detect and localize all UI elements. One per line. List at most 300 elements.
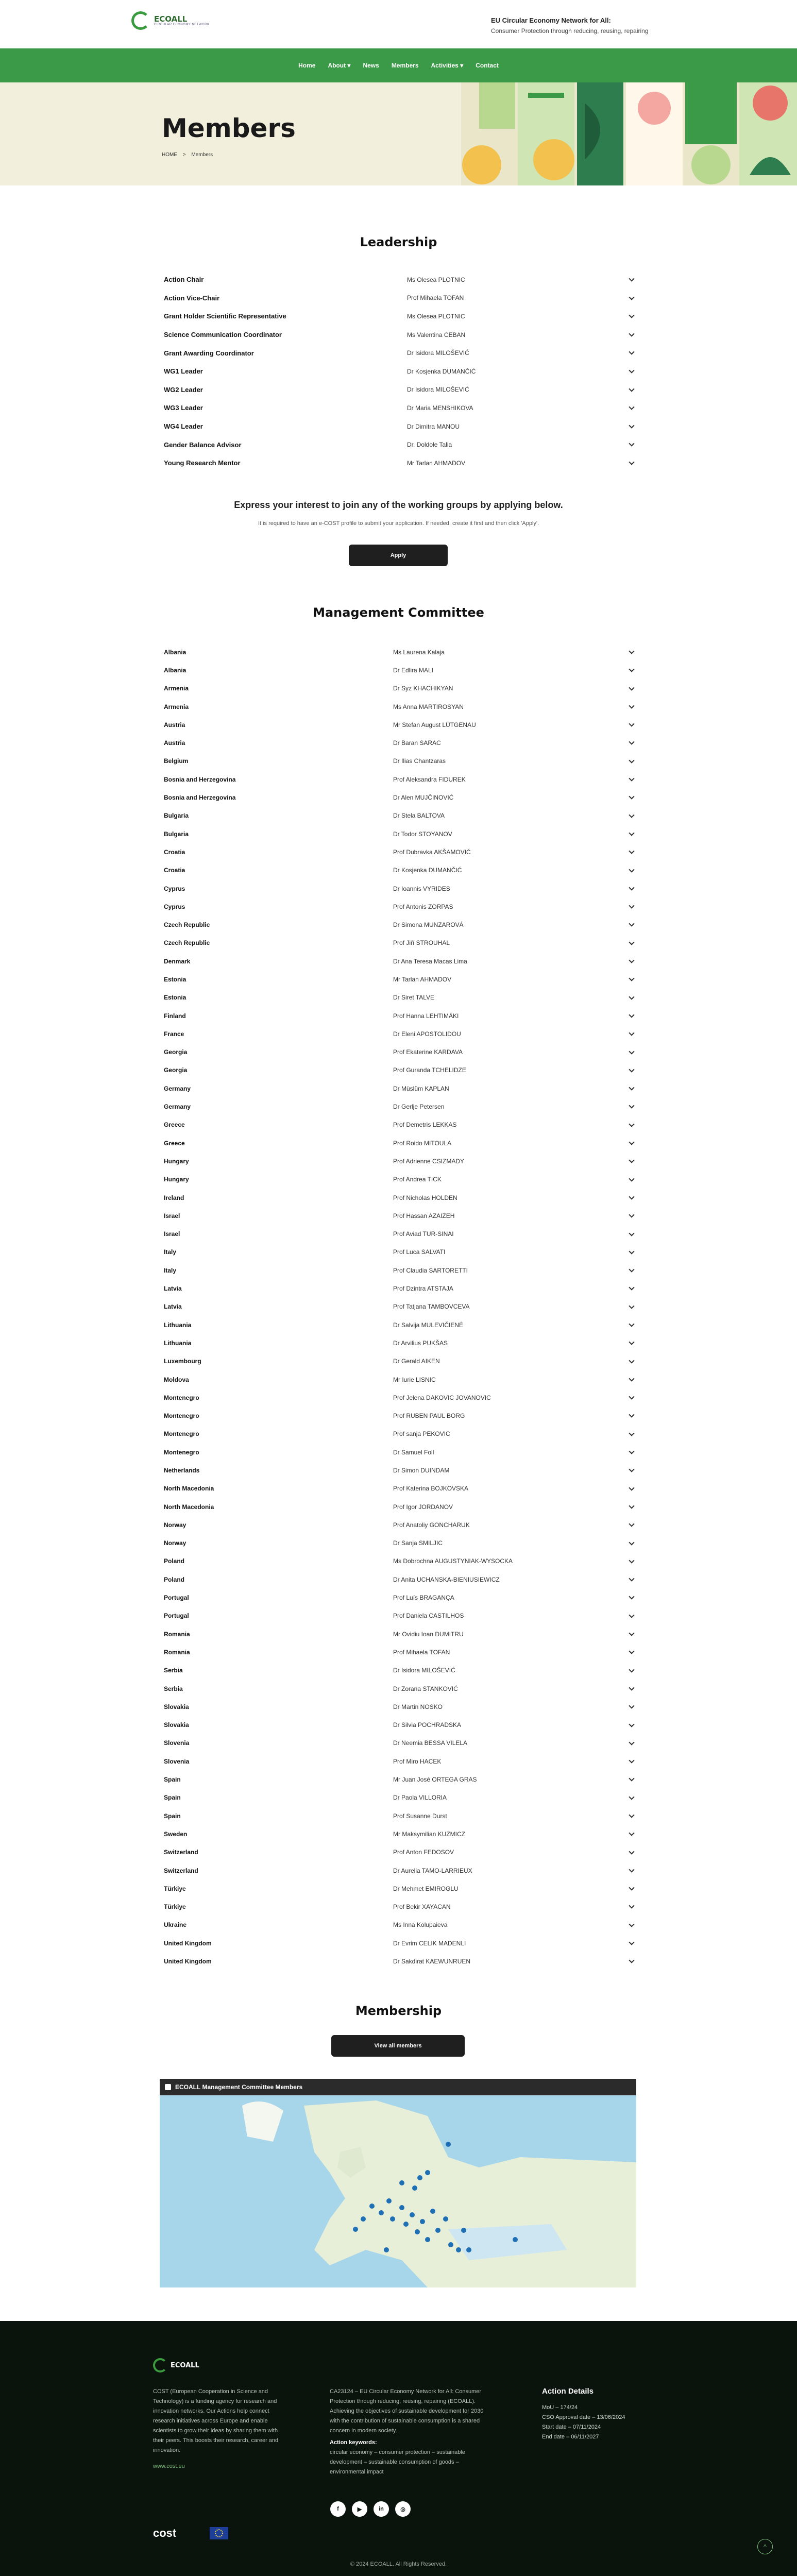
mc-row[interactable] <box>164 807 634 825</box>
mc-row[interactable] <box>164 1534 634 1552</box>
nav-about[interactable]: About ▾ <box>328 62 351 69</box>
mc-person: Dr Sakdirat KAEWUNRUEN <box>393 1958 471 1965</box>
mc-person: Prof Antonis ZORPAS <box>393 903 453 910</box>
chevron-down-icon[interactable] <box>629 367 634 373</box>
footer-detail-start: Start date – 07/11/2024 <box>542 2424 601 2430</box>
footer-cost-link[interactable]: www.cost.eu <box>153 2463 185 2469</box>
mc-row[interactable] <box>164 1662 634 1680</box>
chevron-down-icon[interactable] <box>629 1321 634 1327</box>
mc-row[interactable] <box>164 1352 634 1370</box>
mc-person: Dr Neemia BESSA VILELA <box>393 1739 468 1747</box>
mc-person: Prof Hanna LEHTIMÄKI <box>393 1012 459 1020</box>
mc-row[interactable] <box>164 1879 634 1897</box>
mc-row[interactable] <box>164 989 634 1007</box>
view-all-members-button[interactable]: View all members <box>331 2035 465 2057</box>
leadership-row[interactable] <box>164 417 634 436</box>
footer-action-details <box>542 2387 645 2442</box>
chevron-down-icon[interactable] <box>629 1812 634 1818</box>
logo-icon <box>131 11 150 30</box>
chevron-down-icon[interactable] <box>629 1212 634 1218</box>
chevron-down-icon[interactable] <box>629 331 634 336</box>
cta-note: It is required to have an e-COST profile to submit your application. If needed, create it first and then click 'Apply'. <box>258 520 539 527</box>
mc-role: Israel <box>164 1230 180 1238</box>
main-nav <box>0 48 797 82</box>
mc-role: Serbia <box>164 1667 183 1674</box>
chevron-down-icon[interactable] <box>629 1958 634 1963</box>
chevron-down-icon[interactable] <box>629 648 634 654</box>
mc-role: Greece <box>164 1139 185 1147</box>
chevron-down-icon[interactable] <box>629 903 634 908</box>
mc-role: United Kingdom <box>164 1958 212 1965</box>
mc-role: Slovakia <box>164 1703 189 1710</box>
mc-row[interactable] <box>164 1116 634 1134</box>
mc-row[interactable] <box>164 1498 634 1516</box>
mc-person: Dr Stela BALTOVA <box>393 812 445 820</box>
chevron-down-icon[interactable] <box>629 1358 634 1363</box>
mc-role: Romania <box>164 1630 190 1638</box>
chevron-down-icon[interactable] <box>629 1084 634 1090</box>
mc-row[interactable] <box>164 770 634 788</box>
mc-row[interactable] <box>164 1134 634 1152</box>
mc-row[interactable] <box>164 716 634 734</box>
chevron-down-icon[interactable] <box>629 867 634 872</box>
chevron-down-icon[interactable] <box>629 1048 634 1054</box>
mc-row[interactable] <box>164 1261 634 1279</box>
footer-keywords-title: Action keywords: <box>330 2439 377 2446</box>
mc-row[interactable] <box>164 643 634 661</box>
instagram-icon[interactable]: ◎ <box>395 2501 411 2517</box>
mc-person: Dr Samuel Foll <box>393 1448 434 1456</box>
chevron-down-icon[interactable] <box>629 775 634 781</box>
chevron-down-icon[interactable] <box>629 739 634 745</box>
mc-person: Ms Anna MARTIROSYAN <box>393 703 464 710</box>
mc-row[interactable] <box>164 1716 634 1734</box>
mc-role: North Macedonia <box>164 1485 214 1493</box>
chevron-down-icon[interactable] <box>629 1612 634 1618</box>
mc-person: Dr Todor STOYANOV <box>393 830 452 838</box>
chevron-down-icon[interactable] <box>629 1903 634 1909</box>
mc-row[interactable] <box>164 897 634 916</box>
chevron-down-icon[interactable] <box>629 1103 634 1109</box>
mc-row[interactable] <box>164 752 634 770</box>
mc-row[interactable] <box>164 1770 634 1788</box>
chevron-down-icon[interactable] <box>629 703 634 708</box>
mc-row[interactable] <box>164 1079 634 1097</box>
chevron-down-icon[interactable] <box>629 794 634 800</box>
mc-person: Dr Gerlje Petersen <box>393 1103 445 1111</box>
chevron-down-icon[interactable] <box>629 757 634 763</box>
mc-list <box>164 643 634 1971</box>
mc-row[interactable] <box>164 1225 634 1243</box>
chevron-down-icon[interactable] <box>629 1557 634 1563</box>
mc-row[interactable] <box>164 1807 634 1825</box>
leadership-row[interactable] <box>164 362 634 381</box>
chevron-down-icon[interactable] <box>629 1430 634 1436</box>
chevron-down-icon[interactable] <box>629 1394 634 1400</box>
leadership-role: Action Vice-Chair <box>164 294 220 302</box>
chevron-down-icon[interactable] <box>629 1867 634 1872</box>
facebook-icon[interactable]: f <box>330 2501 346 2517</box>
mc-person: Prof sanja PEKOVIC <box>393 1430 450 1438</box>
mc-role: Hungary <box>164 1176 189 1183</box>
mc-role: Lithuania <box>164 1321 192 1329</box>
chevron-down-icon[interactable] <box>629 1521 634 1527</box>
mc-role: Croatia <box>164 867 185 874</box>
mc-row[interactable] <box>164 952 634 970</box>
mc-role: Georgia <box>164 1066 188 1074</box>
mc-person: Mr Iurie LISNIC <box>393 1376 436 1383</box>
mc-row[interactable] <box>164 1861 634 1879</box>
chevron-down-icon[interactable] <box>629 294 634 300</box>
chevron-down-icon[interactable] <box>629 1030 634 1036</box>
chevron-down-icon[interactable] <box>629 441 634 447</box>
mc-row[interactable] <box>164 1789 634 1807</box>
leadership-row[interactable] <box>164 435 634 454</box>
leadership-row[interactable] <box>164 381 634 399</box>
mc-row[interactable] <box>164 1189 634 1207</box>
mc-row[interactable] <box>164 1952 634 1970</box>
mc-role: United Kingdom <box>164 1939 212 1947</box>
chevron-down-icon[interactable] <box>629 1757 634 1763</box>
mc-row[interactable] <box>164 1025 634 1043</box>
leadership-person: Ms Olesea PLOTNIC <box>407 312 465 320</box>
chevron-down-icon[interactable] <box>629 885 634 890</box>
map-canvas[interactable] <box>160 2095 636 2287</box>
mc-role: Slovakia <box>164 1721 189 1729</box>
chevron-down-icon[interactable] <box>629 349 634 355</box>
mc-row[interactable] <box>164 1171 634 1189</box>
chevron-down-icon[interactable] <box>629 721 634 727</box>
mc-row[interactable] <box>164 1007 634 1025</box>
mc-person: Prof Katerina BOJKOVSKA <box>393 1485 469 1493</box>
mc-row[interactable] <box>164 1243 634 1261</box>
mc-row[interactable] <box>164 1734 634 1752</box>
mc-row[interactable] <box>164 698 634 716</box>
mc-role: Latvia <box>164 1285 182 1293</box>
chevron-down-icon[interactable] <box>629 1066 634 1072</box>
chevron-down-icon[interactable] <box>629 1849 634 1854</box>
site-logo[interactable] <box>131 11 210 30</box>
mc-role: Hungary <box>164 1157 189 1165</box>
footer-about-text: COST (European Cooperation in Science and Technology) is a funding agency for research and innovation networks. Our Actions help connect research initiatives across Europe and enable scientists to grow their ideas by sharing them with their peers. This boosts their research, career and innovation. <box>153 2388 279 2453</box>
leadership-row[interactable] <box>164 307 634 326</box>
apply-button[interactable]: Apply <box>349 545 448 566</box>
mc-row[interactable] <box>164 734 634 752</box>
mc-role: Italy <box>164 1266 177 1274</box>
mc-role: Estonia <box>164 994 186 1002</box>
nav-home[interactable]: Home <box>298 62 316 69</box>
mc-role: Türkiye <box>164 1885 186 1892</box>
leadership-row[interactable] <box>164 270 634 289</box>
mc-role: Denmark <box>164 957 191 965</box>
mc-person: Prof Bekir XAYACAN <box>393 1903 451 1911</box>
mc-row[interactable] <box>164 843 634 861</box>
leadership-row[interactable] <box>164 344 634 362</box>
copyright: © 2024 ECOALL. All Rights Reserved. <box>350 2561 447 2567</box>
mc-row[interactable] <box>164 1425 634 1443</box>
mc-row[interactable] <box>164 1152 634 1170</box>
chevron-down-icon[interactable] <box>629 386 634 392</box>
mc-row[interactable] <box>164 1316 634 1334</box>
mc-role: Portugal <box>164 1594 189 1602</box>
mc-person: Prof Susanne Durst <box>393 1812 447 1820</box>
leadership-role: Action Chair <box>164 276 204 284</box>
mc-role: Norway <box>164 1539 186 1547</box>
mc-row[interactable] <box>164 1207 634 1225</box>
breadcrumb-separator-icon: > <box>182 152 186 158</box>
mc-row[interactable] <box>164 1588 634 1606</box>
mc-role: Spain <box>164 1794 181 1802</box>
mc-person: Prof Dzintra ATSTAJA <box>393 1285 453 1293</box>
chevron-down-icon[interactable] <box>629 1012 634 1018</box>
leadership-person: Ms Valentina CEBAN <box>407 331 466 338</box>
leadership-list <box>164 270 634 472</box>
chevron-down-icon[interactable] <box>629 313 634 318</box>
chevron-down-icon[interactable] <box>629 1467 634 1472</box>
mc-row[interactable] <box>164 1388 634 1406</box>
mc-person: Mr Juan José ORTEGA GRAS <box>393 1776 477 1784</box>
mc-role: Slovenia <box>164 1739 190 1747</box>
mc-row[interactable] <box>164 1570 634 1588</box>
logo-text: ECOALL <box>154 14 188 24</box>
mc-row[interactable] <box>164 1680 634 1698</box>
mc-row[interactable] <box>164 916 634 934</box>
mc-role: Bulgaria <box>164 812 189 820</box>
mc-person: Prof Roido MITOULA <box>393 1139 452 1147</box>
chevron-down-icon[interactable] <box>629 1575 634 1581</box>
chevron-down-icon[interactable] <box>629 1921 634 1927</box>
leadership-title: Leadership <box>360 235 437 249</box>
chevron-down-icon[interactable] <box>629 1176 634 1181</box>
mc-row[interactable] <box>164 1516 634 1534</box>
chevron-down-icon[interactable] <box>629 685 634 690</box>
mc-row[interactable] <box>164 1370 634 1388</box>
members-map[interactable] <box>160 2079 636 2287</box>
mc-person: Prof Tatjana TAMBOVCEVA <box>393 1303 470 1311</box>
mc-row[interactable] <box>164 788 634 806</box>
mc-row[interactable] <box>164 1825 634 1843</box>
mc-person: Prof Anatoliy GONCHARUK <box>393 1521 470 1529</box>
mc-person: Dr Martin NOSKO <box>393 1703 443 1710</box>
mc-person: Ms Dobrochna AUGUSTYNIAK-WYSOCKA <box>393 1557 513 1565</box>
linkedin-icon[interactable]: in <box>374 2501 389 2517</box>
chevron-down-icon[interactable] <box>629 1194 634 1199</box>
mc-row[interactable] <box>164 879 634 897</box>
chevron-down-icon[interactable] <box>629 1303 634 1309</box>
mc-role: Belgium <box>164 757 189 765</box>
mc-role: Croatia <box>164 848 185 856</box>
chevron-down-icon[interactable] <box>629 1703 634 1709</box>
leadership-row[interactable] <box>164 289 634 308</box>
mc-row[interactable] <box>164 1406 634 1425</box>
chevron-down-icon[interactable] <box>629 1939 634 1945</box>
chevron-down-icon[interactable] <box>629 957 634 963</box>
leadership-row[interactable] <box>164 326 634 344</box>
mc-person: Dr Müslüm KAPLAN <box>393 1084 449 1092</box>
mc-person: Dr Edlira MALI <box>393 666 434 674</box>
mc-row[interactable] <box>164 1625 634 1643</box>
leadership-role: WG4 Leader <box>164 422 203 431</box>
tagline-title: EU Circular Economy Network for All: <box>491 16 611 24</box>
mc-person: Prof Luca SALVATI <box>393 1248 446 1256</box>
chevron-down-icon[interactable] <box>629 1376 634 1381</box>
chevron-down-icon[interactable] <box>629 1158 634 1163</box>
breadcrumb-home[interactable]: HOME <box>162 152 177 158</box>
mc-role: Sweden <box>164 1830 188 1838</box>
mc-row[interactable] <box>164 1298 634 1316</box>
mc-row[interactable] <box>164 1897 634 1916</box>
chevron-down-icon[interactable] <box>629 1721 634 1727</box>
mc-role: North Macedonia <box>164 1503 214 1511</box>
chevron-down-icon[interactable] <box>629 976 634 981</box>
page-hero <box>0 82 797 185</box>
chevron-down-icon[interactable] <box>629 1885 634 1891</box>
chevron-down-icon[interactable] <box>629 1594 634 1600</box>
mc-person: Prof Nicholas HOLDEN <box>393 1194 457 1201</box>
mc-role: Armenia <box>164 685 189 692</box>
mc-row[interactable] <box>164 1334 634 1352</box>
mc-person: Prof Guranda TCHELIDZE <box>393 1066 466 1074</box>
mc-title: Management Committee <box>313 605 484 620</box>
chevron-down-icon[interactable] <box>629 1630 634 1636</box>
chevron-down-icon[interactable] <box>629 812 634 818</box>
mc-role: Greece <box>164 1121 185 1129</box>
chevron-down-icon[interactable] <box>629 1794 634 1800</box>
mc-role: Czech Republic <box>164 921 210 929</box>
chevron-down-icon[interactable] <box>629 830 634 836</box>
mc-person: Prof Daniela CASTILHOS <box>393 1612 464 1620</box>
mc-row[interactable] <box>164 680 634 698</box>
chevron-down-icon[interactable] <box>629 1448 634 1454</box>
mc-row[interactable] <box>164 1443 634 1461</box>
nav-news[interactable]: News <box>363 62 379 69</box>
chevron-down-icon[interactable] <box>629 1667 634 1672</box>
mc-row[interactable] <box>164 1698 634 1716</box>
chevron-down-icon[interactable] <box>629 1649 634 1654</box>
mc-person: Dr Ilias Chantzaras <box>393 757 446 765</box>
mc-row[interactable] <box>164 1552 634 1570</box>
chevron-down-icon[interactable] <box>629 1121 634 1127</box>
chevron-down-icon[interactable] <box>629 459 634 465</box>
mc-row[interactable] <box>164 970 634 988</box>
mc-row[interactable] <box>164 1916 634 1934</box>
mc-role: Estonia <box>164 975 186 983</box>
mc-row[interactable] <box>164 934 634 952</box>
chevron-down-icon[interactable] <box>629 921 634 927</box>
mc-person: Dr Kosjenka DUMANČIĆ <box>393 867 462 874</box>
mc-row[interactable] <box>164 661 634 679</box>
leadership-person: Ms Olesea PLOTNIC <box>407 276 465 283</box>
chevron-down-icon[interactable] <box>629 849 634 854</box>
mc-person: Dr Aurelia TAMO-LARRIEUX <box>393 1867 472 1874</box>
chevron-down-icon[interactable] <box>629 1503 634 1509</box>
leadership-role: WG3 Leader <box>164 404 203 412</box>
chevron-down-icon[interactable] <box>629 1340 634 1345</box>
mc-row[interactable] <box>164 1043 634 1061</box>
mc-role: Armenia <box>164 703 189 710</box>
chevron-down-icon[interactable] <box>629 1739 634 1745</box>
chevron-down-icon[interactable] <box>629 1485 634 1490</box>
mc-role: Germany <box>164 1084 191 1092</box>
mc-role: Albania <box>164 648 186 656</box>
chevron-down-icon[interactable] <box>629 1412 634 1418</box>
youtube-icon[interactable]: ▶ <box>352 2501 367 2517</box>
chevron-down-icon[interactable] <box>629 994 634 999</box>
leadership-role: WG1 Leader <box>164 367 203 376</box>
chevron-down-icon[interactable] <box>629 1248 634 1254</box>
mc-role: Türkiye <box>164 1903 186 1911</box>
footer-logo-text: ECOALL <box>171 2361 199 2369</box>
chevron-down-icon[interactable] <box>629 1831 634 1836</box>
leadership-person: Prof Mihaela TOFAN <box>407 294 464 302</box>
nav-activities[interactable]: Activities ▾ <box>431 62 464 69</box>
nav-contact[interactable]: Contact <box>476 62 499 69</box>
chevron-down-icon[interactable] <box>629 1539 634 1545</box>
mc-row[interactable] <box>164 1752 634 1770</box>
footer-details-title: Action Details <box>542 2387 594 2396</box>
mc-role: Italy <box>164 1248 177 1256</box>
mc-row[interactable] <box>164 1461 634 1479</box>
mc-person: Mr Tarlan AHMADOV <box>393 975 452 983</box>
chevron-down-icon[interactable] <box>629 1266 634 1272</box>
chevron-down-icon[interactable] <box>629 939 634 945</box>
mc-role: Switzerland <box>164 1867 198 1874</box>
leadership-row[interactable] <box>164 399 634 417</box>
back-to-top-icon[interactable]: ^ <box>757 2539 773 2554</box>
mc-row[interactable] <box>164 1061 634 1079</box>
site-footer <box>0 2321 797 2576</box>
mc-row[interactable] <box>164 1480 634 1498</box>
mc-role: Finland <box>164 1012 186 1020</box>
mc-person: Dr Ioannis VYRIDES <box>393 885 450 892</box>
chevron-down-icon[interactable] <box>629 1776 634 1782</box>
mc-person: Dr Salvija MULEVIČIENĖ <box>393 1321 464 1329</box>
mc-row[interactable] <box>164 1934 634 1952</box>
mc-person: Prof Demetris LEKKAS <box>393 1121 457 1129</box>
mc-row[interactable] <box>164 861 634 879</box>
chevron-down-icon[interactable] <box>629 404 634 410</box>
chevron-down-icon[interactable] <box>629 276 634 281</box>
mc-row[interactable] <box>164 1643 634 1661</box>
mc-row[interactable] <box>164 1843 634 1861</box>
nav-members[interactable]: Members <box>391 62 419 69</box>
mc-role: Austria <box>164 739 185 747</box>
footer-detail-cso: CSO Approval date – 13/06/2024 <box>542 2414 625 2420</box>
chevron-down-icon[interactable] <box>629 422 634 428</box>
chevron-down-icon[interactable] <box>629 1285 634 1291</box>
chevron-down-icon[interactable] <box>629 1685 634 1690</box>
footer-logo[interactable] <box>153 2358 199 2372</box>
mc-person: Prof Dubravka AKŠAMOVIĆ <box>393 848 471 856</box>
mc-role: Cyprus <box>164 903 185 910</box>
mc-person: Dr Siret TALVE <box>393 994 435 1002</box>
mc-row[interactable] <box>164 1607 634 1625</box>
leadership-person: Dr. Doldole Talia <box>407 441 452 449</box>
mc-person: Prof Hassan AZAIZEH <box>393 1212 455 1219</box>
mc-row[interactable] <box>164 825 634 843</box>
leadership-person: Dr Dimitra MANOU <box>407 422 460 430</box>
mc-row[interactable] <box>164 1279 634 1297</box>
mc-role: Czech Republic <box>164 939 210 947</box>
chevron-down-icon[interactable] <box>629 1230 634 1236</box>
chevron-down-icon[interactable] <box>629 1139 634 1145</box>
chevron-down-icon[interactable] <box>629 667 634 672</box>
svg-text:cost: cost <box>153 2527 177 2539</box>
footer-action <box>330 2387 489 2477</box>
mc-role: Cyprus <box>164 885 185 892</box>
mc-row[interactable] <box>164 1097 634 1115</box>
leadership-row[interactable] <box>164 454 634 472</box>
